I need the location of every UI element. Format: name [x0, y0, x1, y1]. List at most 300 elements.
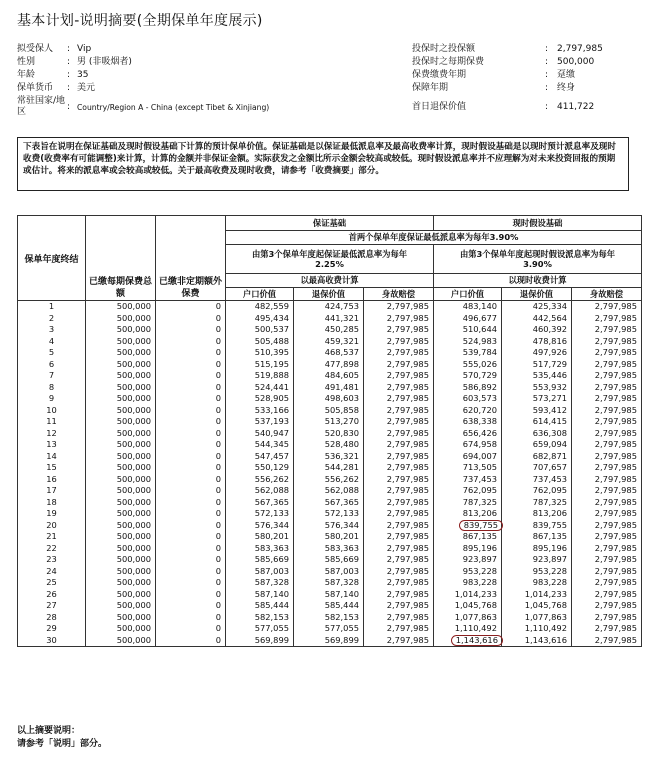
value-cell: 500,000 [86, 405, 156, 417]
value-cell: 2,797,985 [572, 324, 642, 336]
value-cell: 500,000 [86, 313, 156, 325]
value-cell: 813,206 [434, 508, 502, 520]
value-cell: 500,000 [86, 554, 156, 566]
value-cell: 1,077,863 [502, 612, 572, 624]
info-row: 投保时之每期保费 : 500,000 [412, 57, 595, 67]
value-cell: 895,196 [502, 543, 572, 555]
info-label: 投保时之投保额 [412, 44, 476, 54]
current-basis-header: 现时假设基础 [434, 216, 642, 231]
value-cell: 603,573 [434, 393, 502, 405]
value-cell: 1,014,233 [502, 589, 572, 601]
value-cell: 572,133 [294, 508, 364, 520]
value-cell: 441,321 [294, 313, 364, 325]
value-cell: 0 [156, 589, 226, 601]
highlight-circle: 839,755 [459, 520, 503, 531]
value-cell: 1,110,492 [434, 623, 502, 635]
col-extra-header: 已缴非定期额外保费 [156, 216, 226, 301]
year-cell: 23 [18, 554, 86, 566]
value-cell: 2,797,985 [364, 336, 434, 348]
value-cell: 1,143,616 [502, 635, 572, 647]
table-row [18, 474, 642, 486]
value-cell: 638,338 [434, 416, 502, 428]
value-cell: 553,932 [502, 382, 572, 394]
insured-info [17, 43, 269, 119]
value-cell: 536,321 [294, 451, 364, 463]
value-cell: 570,729 [434, 370, 502, 382]
info-label: 保单货币 [17, 83, 54, 93]
value-cell: 953,228 [434, 566, 502, 578]
value-cell: 923,897 [502, 554, 572, 566]
table-row [18, 566, 642, 578]
value-cell: 535,446 [502, 370, 572, 382]
value-cell: 2,797,985 [572, 623, 642, 635]
value-cell: 544,281 [294, 462, 364, 474]
year-cell: 29 [18, 623, 86, 635]
value-cell: 2,797,985 [364, 428, 434, 440]
value-cell: 0 [156, 313, 226, 325]
value-cell: 1,045,768 [502, 600, 572, 612]
value-cell: 0 [156, 462, 226, 474]
value-cell: 500,000 [86, 612, 156, 624]
info-label: 保费缴费年期 [412, 70, 467, 80]
sub-header: 身故赔偿 [572, 287, 642, 300]
value-cell: 500,000 [86, 520, 156, 532]
table-row [18, 336, 642, 348]
value-cell: 2,797,985 [364, 359, 434, 371]
table-row [18, 393, 642, 405]
value-cell: 0 [156, 531, 226, 543]
value-cell: 556,262 [294, 474, 364, 486]
value-cell: 1,077,863 [434, 612, 502, 624]
value-cell: 547,457 [226, 451, 294, 463]
value-cell: 500,000 [86, 301, 156, 313]
col-premium-header: 已缴每期保费总额 [86, 216, 156, 301]
value-cell: 707,657 [502, 462, 572, 474]
table-row [18, 543, 642, 555]
value-cell: 2,797,985 [572, 370, 642, 382]
value-cell: 0 [156, 635, 226, 647]
value-cell: 2,797,985 [364, 324, 434, 336]
value-cell: 620,720 [434, 405, 502, 417]
value-cell: 2,797,985 [364, 531, 434, 543]
value-cell: 0 [156, 520, 226, 532]
value-cell: 539,784 [434, 347, 502, 359]
value-cell: 2,797,985 [572, 508, 642, 520]
table-row [18, 370, 642, 382]
year-cell: 4 [18, 336, 86, 348]
info-row: 首日退保价值 : 411,722 [412, 102, 595, 112]
table-row [18, 462, 642, 474]
table-row [18, 347, 642, 359]
value-cell: 500,000 [86, 370, 156, 382]
value-cell: 537,193 [226, 416, 294, 428]
value-cell: 500,000 [86, 359, 156, 371]
value-cell: 0 [156, 623, 226, 635]
value-cell: 0 [156, 451, 226, 463]
info-value: 男 (非吸烟者) [77, 57, 132, 67]
value-cell: 2,797,985 [364, 439, 434, 451]
value-cell: 510,395 [226, 347, 294, 359]
value-cell: 682,871 [502, 451, 572, 463]
value-cell: 500,000 [86, 416, 156, 428]
table-row [18, 416, 642, 428]
info-row: 拟受保人 : Vip [17, 44, 92, 54]
first-two-years-note: 首两个保单年度保证最低派息率为每年3.90% [226, 230, 642, 245]
year-cell: 24 [18, 566, 86, 578]
value-cell: 483,140 [434, 301, 502, 313]
value-cell: 0 [156, 324, 226, 336]
year-cell: 6 [18, 359, 86, 371]
value-cell: 787,325 [502, 497, 572, 509]
value-cell: 737,453 [434, 474, 502, 486]
info-row: 保单货币 : 美元 [17, 83, 96, 93]
value-cell: 587,140 [226, 589, 294, 601]
value-cell: 500,000 [86, 600, 156, 612]
value-cell: 636,308 [502, 428, 572, 440]
value-cell: 2,797,985 [572, 347, 642, 359]
value-cell: 450,285 [294, 324, 364, 336]
value-cell: 2,797,985 [572, 359, 642, 371]
year-cell: 20 [18, 520, 86, 532]
year-cell: 28 [18, 612, 86, 624]
value-cell: 2,797,985 [364, 635, 434, 647]
info-label: 保障年期 [412, 83, 449, 93]
value-cell: 0 [156, 370, 226, 382]
value-cell: 0 [156, 359, 226, 371]
table-row [18, 623, 642, 635]
value-cell: 2,797,985 [572, 612, 642, 624]
table-row [18, 520, 642, 532]
footer-line: 以上摘要说明： [17, 726, 81, 736]
value-cell: 737,453 [502, 474, 572, 486]
value-cell: 0 [156, 439, 226, 451]
sub-header: 退保价值 [502, 287, 572, 300]
value-cell: 2,797,985 [364, 520, 434, 532]
value-cell: 2,797,985 [572, 577, 642, 589]
value-cell: 585,669 [294, 554, 364, 566]
table-row [18, 612, 642, 624]
value-cell: 576,344 [226, 520, 294, 532]
table-row [18, 451, 642, 463]
value-cell: 2,797,985 [572, 301, 642, 313]
value-cell: 983,228 [502, 577, 572, 589]
year-cell: 1 [18, 301, 86, 313]
value-cell: 482,559 [226, 301, 294, 313]
value-cell: 2,797,985 [364, 600, 434, 612]
value-cell: 500,537 [226, 324, 294, 336]
info-label: 首日退保价值 [412, 102, 467, 112]
year-cell: 13 [18, 439, 86, 451]
value-cell: 787,325 [434, 497, 502, 509]
value-cell: 2,797,985 [572, 382, 642, 394]
value-cell: 2,797,985 [364, 347, 434, 359]
value-cell: 2,797,985 [572, 520, 642, 532]
table-row [18, 635, 642, 647]
value-cell: 2,797,985 [364, 382, 434, 394]
table-row [18, 428, 642, 440]
page-title: 基本计划-说明摘要(全期保单年度展示) [17, 13, 263, 29]
value-cell: 0 [156, 543, 226, 555]
value-cell: 582,153 [226, 612, 294, 624]
value-cell: 2,797,985 [572, 439, 642, 451]
value-cell: 495,434 [226, 313, 294, 325]
value-cell: 713,505 [434, 462, 502, 474]
value-cell: 587,140 [294, 589, 364, 601]
info-label: 拟受保人 [17, 44, 54, 54]
value-cell: 587,003 [226, 566, 294, 578]
value-cell: 2,797,985 [572, 474, 642, 486]
value-cell: 2,797,985 [364, 554, 434, 566]
value-cell: 2,797,985 [572, 543, 642, 555]
value-cell: 2,797,985 [364, 577, 434, 589]
value-cell: 478,816 [502, 336, 572, 348]
year-cell: 19 [18, 508, 86, 520]
value-cell: 496,677 [434, 313, 502, 325]
value-cell: 459,321 [294, 336, 364, 348]
current-rate-note: 由第3个保单年度起现时假设派息率为每年3.90% [434, 245, 642, 274]
value-cell: 0 [156, 554, 226, 566]
value-cell: 442,564 [502, 313, 572, 325]
info-row: 保障年期 : 终身 [412, 83, 576, 93]
value-cell: 0 [156, 497, 226, 509]
value-cell: 567,365 [226, 497, 294, 509]
value-cell: 2,797,985 [572, 554, 642, 566]
year-cell: 27 [18, 600, 86, 612]
value-cell: 582,153 [294, 612, 364, 624]
value-cell: 2,797,985 [364, 416, 434, 428]
value-cell: 500,000 [86, 508, 156, 520]
table-row [18, 439, 642, 451]
value-cell: 839,755 [502, 520, 572, 532]
sub-header: 身故赔偿 [364, 287, 434, 300]
year-cell: 25 [18, 577, 86, 589]
info-row: 性别 : 男 (非吸烟者) [17, 57, 132, 67]
value-cell: 2,797,985 [364, 393, 434, 405]
value-cell: 519,888 [226, 370, 294, 382]
value-cell: 659,094 [502, 439, 572, 451]
value-cell: 2,797,985 [364, 405, 434, 417]
value-cell: 484,605 [294, 370, 364, 382]
info-value: Country/Region A - China (except Tibet & Xinjiang) [77, 102, 270, 112]
value-cell: 2,797,985 [364, 313, 434, 325]
max-charge-header: 以最高收费计算 [226, 274, 434, 287]
table-row [18, 600, 642, 612]
value-cell: 500,000 [86, 543, 156, 555]
info-row: 年龄 : 35 [17, 70, 89, 80]
year-cell: 9 [18, 393, 86, 405]
value-cell [434, 520, 502, 532]
value-cell: 510,644 [434, 324, 502, 336]
value-cell: 0 [156, 566, 226, 578]
value-cell: 0 [156, 405, 226, 417]
value-cell: 585,669 [226, 554, 294, 566]
value-cell: 497,926 [502, 347, 572, 359]
current-charge-header: 以现时收费计算 [434, 274, 642, 287]
value-cell: 2,797,985 [364, 566, 434, 578]
value-cell: 2,797,985 [572, 462, 642, 474]
table-row [18, 313, 642, 325]
value-cell: 580,201 [226, 531, 294, 543]
value-cell: 524,441 [226, 382, 294, 394]
value-cell: 2,797,985 [572, 589, 642, 601]
guaranteed-basis-header: 保证基础 [226, 216, 434, 231]
value-cell: 580,201 [294, 531, 364, 543]
value-cell: 587,328 [294, 577, 364, 589]
value-cell: 0 [156, 416, 226, 428]
year-cell: 21 [18, 531, 86, 543]
value-cell: 528,905 [226, 393, 294, 405]
value-cell: 2,797,985 [364, 589, 434, 601]
value-cell: 500,000 [86, 439, 156, 451]
value-cell: 550,129 [226, 462, 294, 474]
value-cell: 953,228 [502, 566, 572, 578]
value-cell: 2,797,985 [364, 474, 434, 486]
notice-box: 下表旨在说明在保证基础及现时假设基础下计算的预计保单价值。保证基础是以保证最低派息率及最高收费率计算，现时假设基础是以现时预计派息率及现时收费(收费率有可能调整)来计算，计算的金额并非保证金额。实际获发之金额比所示金额会较高或较低。现时假设派息率并不应理解为对未来投资回报的预期或估计。将来的派息率或会较高或较低。关于最高收费及现时收费，请参考「收费摘要」部分。 [17, 137, 629, 191]
value-cell: 674,958 [434, 439, 502, 451]
sub-header: 退保价值 [294, 287, 364, 300]
value-cell: 569,899 [294, 635, 364, 647]
value-cell: 614,415 [502, 416, 572, 428]
value-cell: 0 [156, 382, 226, 394]
value-cell: 694,007 [434, 451, 502, 463]
year-cell: 11 [18, 416, 86, 428]
sub-header: 户口价值 [226, 287, 294, 300]
info-value: 终身 [557, 83, 576, 93]
info-value: 趸缴 [557, 70, 576, 80]
value-cell: 569,899 [226, 635, 294, 647]
value-cell: 0 [156, 612, 226, 624]
year-cell: 22 [18, 543, 86, 555]
illustration-table [17, 215, 642, 647]
info-label: 常驻国家/地区 [17, 96, 66, 117]
value-cell: 2,797,985 [572, 531, 642, 543]
value-cell: 2,797,985 [572, 336, 642, 348]
value-cell: 0 [156, 474, 226, 486]
value-cell: 533,166 [226, 405, 294, 417]
value-cell: 515,195 [226, 359, 294, 371]
value-cell: 500,000 [86, 336, 156, 348]
value-cell: 2,797,985 [572, 416, 642, 428]
value-cell: 2,797,985 [572, 428, 642, 440]
value-cell: 500,000 [86, 382, 156, 394]
value-cell: 2,797,985 [572, 635, 642, 647]
footer-line: 请参考「说明」部分。 [17, 739, 108, 749]
value-cell: 2,797,985 [572, 405, 642, 417]
table-row [18, 405, 642, 417]
value-cell: 0 [156, 508, 226, 520]
year-cell: 3 [18, 324, 86, 336]
value-cell: 0 [156, 485, 226, 497]
value-cell: 500,000 [86, 347, 156, 359]
value-cell: 587,003 [294, 566, 364, 578]
info-row: 常驻国家/地区 : Country/Region A - China (except Tibet & Xinjiang) [17, 96, 270, 117]
year-cell: 14 [18, 451, 86, 463]
value-cell: 0 [156, 577, 226, 589]
info-value: Vip [77, 44, 92, 54]
value-cell [434, 635, 502, 647]
value-cell: 983,228 [434, 577, 502, 589]
table-row [18, 497, 642, 509]
table-row [18, 382, 642, 394]
value-cell: 2,797,985 [364, 508, 434, 520]
info-value: 2,797,985 [557, 44, 603, 54]
year-cell: 10 [18, 405, 86, 417]
value-cell: 556,262 [226, 474, 294, 486]
value-cell: 500,000 [86, 497, 156, 509]
guaranteed-rate-note: 由第3个保单年度起保证最低派息率为每年2.25% [226, 245, 434, 274]
value-cell: 425,334 [502, 301, 572, 313]
value-cell: 2,797,985 [572, 566, 642, 578]
table-row [18, 531, 642, 543]
value-cell: 468,537 [294, 347, 364, 359]
value-cell: 2,797,985 [572, 600, 642, 612]
value-cell: 498,603 [294, 393, 364, 405]
value-cell: 500,000 [86, 393, 156, 405]
value-cell: 0 [156, 347, 226, 359]
value-cell: 524,983 [434, 336, 502, 348]
footer-note [17, 725, 107, 751]
value-cell: 2,797,985 [364, 612, 434, 624]
value-cell: 477,898 [294, 359, 364, 371]
value-cell: 0 [156, 393, 226, 405]
value-cell: 520,830 [294, 428, 364, 440]
value-cell: 500,000 [86, 531, 156, 543]
value-cell: 2,797,985 [364, 497, 434, 509]
value-cell: 0 [156, 600, 226, 612]
year-cell: 8 [18, 382, 86, 394]
value-cell: 2,797,985 [364, 485, 434, 497]
value-cell: 2,797,985 [364, 462, 434, 474]
value-cell: 567,365 [294, 497, 364, 509]
value-cell: 500,000 [86, 589, 156, 601]
highlight-circle: 1,143,616 [451, 635, 503, 646]
value-cell: 577,055 [294, 623, 364, 635]
info-value: 美元 [77, 83, 96, 93]
value-cell: 540,947 [226, 428, 294, 440]
value-cell: 424,753 [294, 301, 364, 313]
table-row [18, 359, 642, 371]
value-cell: 585,444 [226, 600, 294, 612]
value-cell: 1,045,768 [434, 600, 502, 612]
year-cell: 15 [18, 462, 86, 474]
value-cell: 500,000 [86, 474, 156, 486]
table-row [18, 324, 642, 336]
value-cell: 2,797,985 [572, 497, 642, 509]
value-cell: 867,135 [434, 531, 502, 543]
year-cell: 30 [18, 635, 86, 647]
sub-header: 户口价值 [434, 287, 502, 300]
value-cell: 572,133 [226, 508, 294, 520]
info-row: 投保时之投保额 : 2,797,985 [412, 44, 603, 54]
info-value: 411,722 [557, 102, 595, 112]
table-body [18, 301, 642, 647]
value-cell: 528,480 [294, 439, 364, 451]
value-cell: 573,271 [502, 393, 572, 405]
value-cell: 500,000 [86, 451, 156, 463]
value-cell: 577,055 [226, 623, 294, 635]
year-cell: 26 [18, 589, 86, 601]
info-value: 500,000 [557, 57, 595, 67]
value-cell: 517,729 [502, 359, 572, 371]
info-label: 投保时之每期保费 [412, 57, 485, 67]
value-cell: 2,797,985 [572, 485, 642, 497]
table-row [18, 589, 642, 601]
table-row [18, 301, 642, 313]
info-label: 年龄 [17, 70, 36, 80]
value-cell: 1,110,492 [502, 623, 572, 635]
value-cell: 813,206 [502, 508, 572, 520]
value-cell: 656,426 [434, 428, 502, 440]
